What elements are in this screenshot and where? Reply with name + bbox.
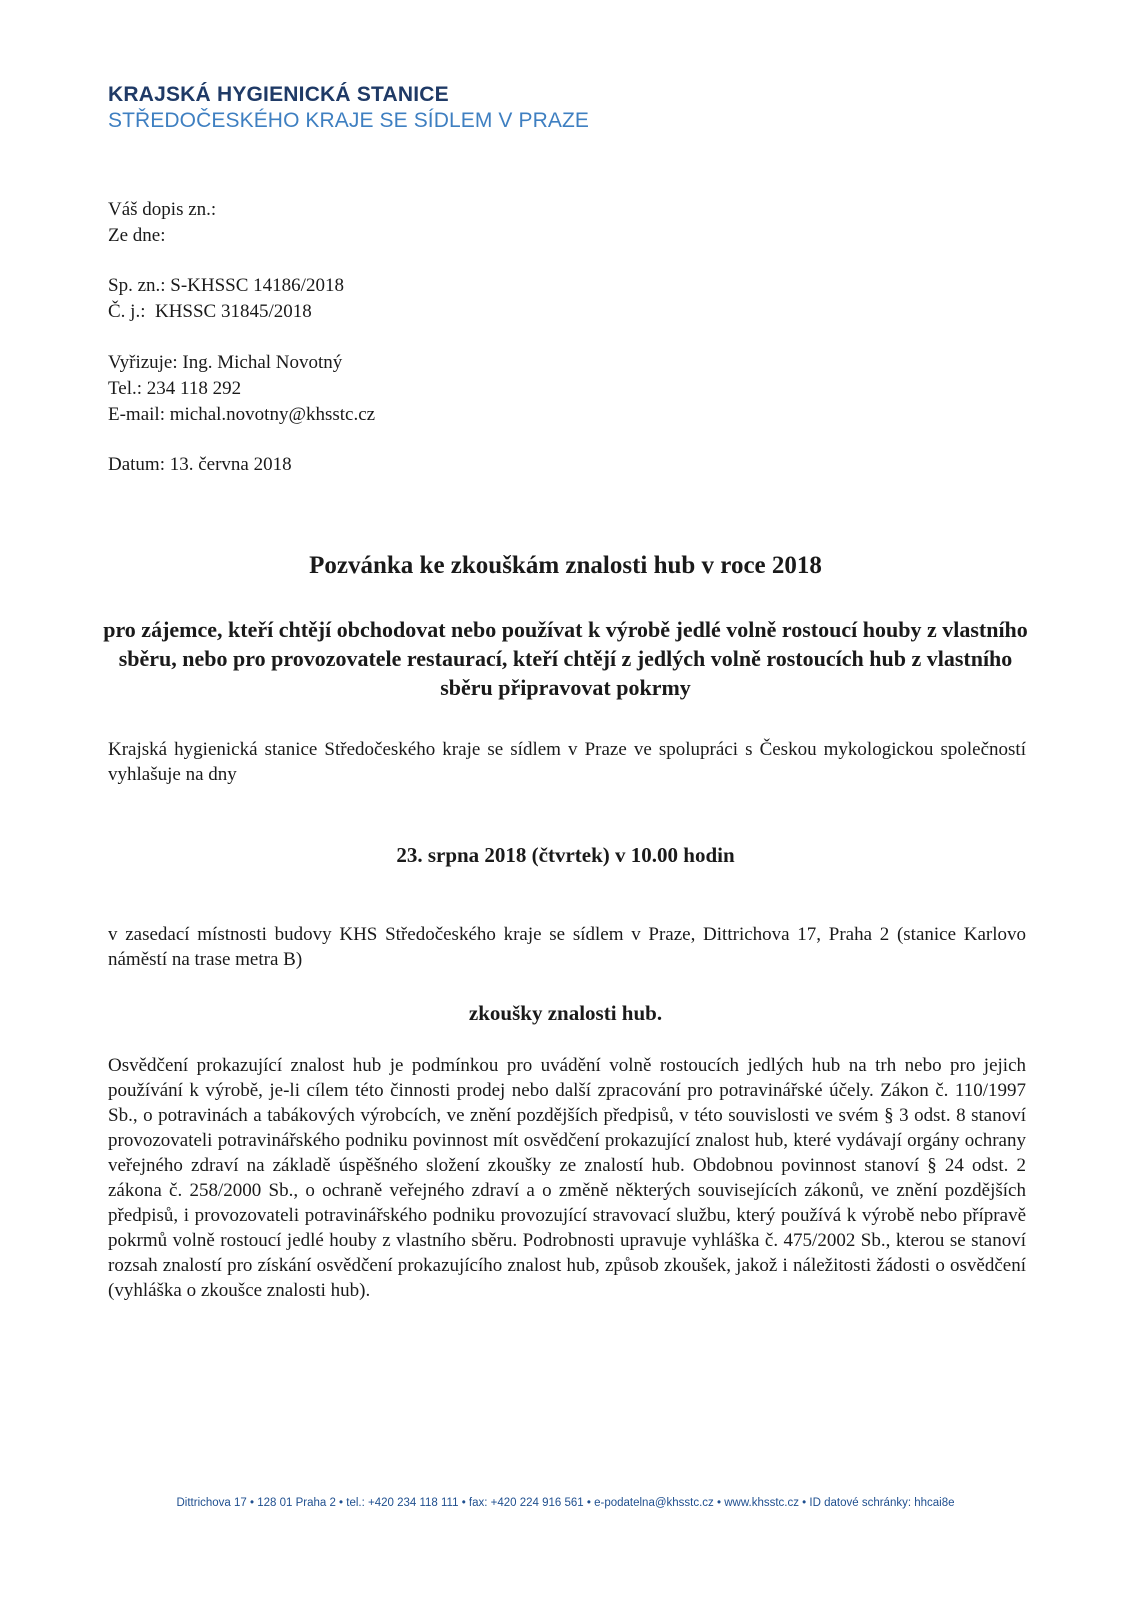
email: E-mail: michal.novotny@khsstc.cz — [108, 404, 376, 425]
main-paragraph: Osvědčení prokazující znalost hub je podmínkou pro uvádění volně rostoucích jedlých hub na trh nebo pro jejich používání k výrobě, je-li cílem této činnosti prodej nebo další zpracování pro potravinářské účely. Zákon č. 110/1997 Sb., o potravinách a tabákových výrobcích, ve znění pozdějších předpisů, v této souvislosti ve svém § 3 odst. 8 stanoví provozovateli potravinářského podniku povinnost mít osvědčení prokazující znalost hub, které vydávají orgány ochrany veřejného zdraví na základě úspěšného složení zkoušky ze znalostí hub. Obdobnou povinnost stanoví § 24 odst. 2 zákona č. 258/2000 Sb., o ochraně veřejného zdraví a o změně některých souvisejících zákonů, ve znění pozdějších předpisů, i provozovateli potravinářského podniku provozující stravovací službu, který používá k výrobě nebo přípravě pokrmů volně rostoucí jedlé houby z vlastního sběru. Podrobnosti upravuje vyhláška č. 475/2002 Sb., kterou se stanoví rozsah znalostí pro získání osvědčení prokazujícího znalost hub, způsob zkoušek, jakož i náležitosti žádosti o osvědčení (vyhláška o zkoušce znalosti hub). — [108, 1055, 1026, 1301]
contact-block — [108, 350, 375, 428]
letterhead-title: KRAJSKÁ HYGIENICKÁ STANICE — [108, 83, 449, 106]
document-date: Datum: 13. června 2018 — [108, 454, 292, 475]
letter-date-ref: Ze dne: — [108, 225, 166, 246]
exam-heading: zkoušky znalosti hub. — [468, 1001, 663, 1025]
file-number-block — [108, 273, 344, 325]
footer-contact: Dittrichova 17 • 128 01 Praha 2 • tel.: +420 234 118 111 • fax: +420 224 916 561 • e-podatelna@khsstc.cz • www.khsstc.cz • ID datové schránky: hhcai8e — [176, 1497, 955, 1509]
handled-by: Vyřizuje: Ing. Michal Novotný — [108, 352, 343, 373]
intro-paragraph: Krajská hygienická stanice Středočeského kraje se sídlem v Praze ve spolupráci s Českou mykologickou společností vyhlašuje na dny — [108, 739, 1026, 785]
reference-number: Č. j.: KHSSC 31845/2018 — [108, 301, 312, 322]
document-title: Pozvánka ke zkouškám znalosti hub v roce 2018 — [309, 552, 822, 579]
phone: Tel.: 234 118 292 — [108, 378, 242, 399]
document-subtitle: pro zájemce, kteří chtějí obchodovat nebo používat k výrobě jedlé volně rostoucí houby z vlastního sběru, nebo pro provozovatele restaurací, kteří chtějí z jedlých volně rostoucích hub z vlastního sběru připravovat pokrmy — [103, 617, 1028, 700]
letterhead-subtitle: STŘEDOČESKÉHO KRAJE SE SÍDLEM V PRAZE — [108, 109, 589, 132]
file-number: Sp. zn.: S-KHSSC 14186/2018 — [108, 275, 344, 296]
letterhead — [108, 82, 589, 134]
date-block — [108, 452, 292, 478]
your-letter-ref: Váš dopis zn.: — [108, 199, 217, 220]
exam-date: 23. srpna 2018 (čtvrtek) v 10.00 hodin — [396, 843, 735, 867]
location-paragraph: v zasedací místnosti budovy KHS Středočeského kraje se sídlem v Praze, Dittrichova 17, Praha 2 (stanice Karlovo náměstí na trase metra B) — [108, 924, 1026, 970]
reference-block — [108, 197, 216, 249]
